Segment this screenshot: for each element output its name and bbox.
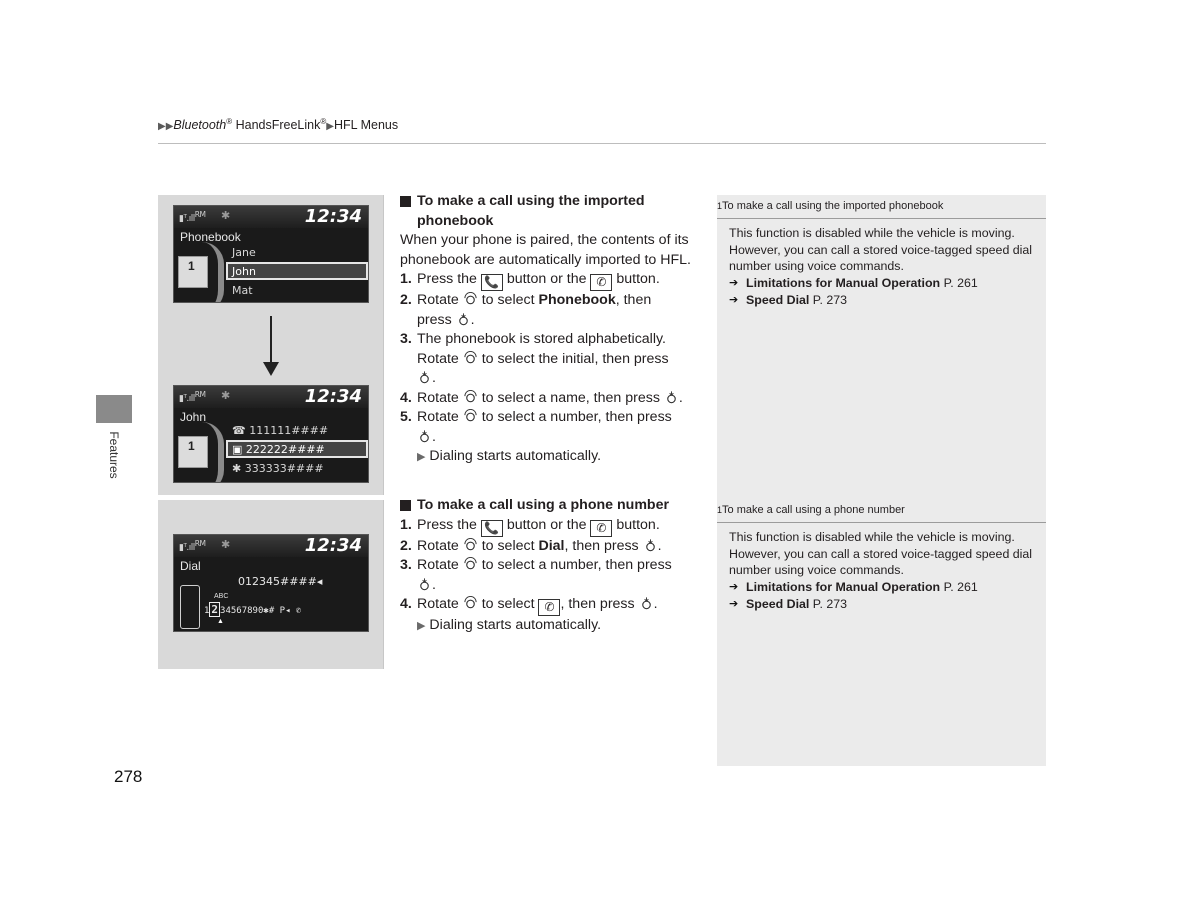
pickup-icon: ✆: [590, 520, 612, 537]
step-text: Rotate: [417, 409, 463, 425]
section-title-line: phonebook: [417, 212, 494, 229]
note-heading: [717, 196, 1046, 219]
section-imported-phonebook: [400, 192, 700, 468]
step-5: 5. Rotate to select a number, then press .: [400, 409, 672, 445]
step-number: 1.: [400, 271, 412, 287]
breadcrumb: [158, 117, 398, 132]
step-text: button.: [612, 516, 660, 533]
result-text: Dialing starts automatically.: [429, 617, 602, 633]
press-knob-icon: [417, 429, 432, 443]
step-text: to select the initial, then press: [477, 350, 669, 367]
bluetooth-icon: ✱: [221, 539, 231, 551]
step-4: 4. Rotate to select a name, then press .: [400, 389, 700, 409]
step-text: to select: [477, 596, 539, 612]
figure-panel-phonebook: [158, 195, 384, 495]
cross-reference-link[interactable]: [729, 596, 1034, 613]
step-text: Rotate: [417, 292, 463, 308]
rotate-knob-icon: [463, 390, 478, 404]
step-result: [400, 447, 700, 468]
display-screen-phonebook: [173, 205, 369, 303]
reference-title: Limitations for Manual Operation: [746, 580, 941, 595]
contact-item: Jane: [232, 246, 256, 259]
rotate-knob-icon: [463, 351, 478, 365]
menu-option: Dial: [538, 537, 565, 554]
flow-arrow-head: [263, 362, 279, 376]
reference-title: Limitations for Manual Operation: [746, 276, 941, 291]
roaming-tag: RM: [194, 539, 206, 548]
clock: 12:34: [304, 535, 362, 556]
note-index-icon: 1: [717, 505, 723, 515]
contact-item-selected: John: [226, 262, 368, 280]
note-text: This function is disabled while the vehicle is moving. However, you can call a stored voice-tagged speed dial number using voice commands.: [729, 529, 1033, 578]
step-1: [400, 516, 700, 537]
screen-title: John: [180, 410, 207, 424]
step-text: , then: [615, 292, 652, 308]
cross-reference-link[interactable]: [729, 292, 1034, 309]
section-phone-number: [400, 496, 700, 637]
keypad-letters: ABC: [214, 593, 229, 600]
section-title: To make a call using a phone number: [400, 496, 700, 516]
step-text: to select a name, then press: [477, 389, 664, 406]
clock: 12:34: [304, 386, 362, 407]
key-1: 1: [204, 606, 210, 616]
phone-handset-icon: 📞: [481, 520, 503, 537]
step-text: button or the: [502, 271, 591, 287]
step-text: button or the: [502, 516, 591, 533]
step-text: press: [417, 311, 456, 328]
note-imported-phonebook: [717, 196, 1046, 309]
step-number: 4.: [400, 389, 412, 406]
section-intro: When your phone is paired, the contents of its phonebook are automatically imported to HFL.: [400, 232, 692, 268]
step-number: 1.: [400, 516, 412, 533]
note-phone-number: [717, 500, 1046, 613]
press-knob-icon: [456, 312, 471, 326]
rotate-knob-icon: [463, 292, 478, 306]
rotate-knob-icon: [463, 557, 478, 571]
step-number: 4.: [400, 596, 412, 612]
step-text: Rotate: [417, 557, 463, 573]
note-heading: [717, 500, 1046, 523]
press-knob-icon: [417, 577, 432, 591]
figure-panel-dial: [158, 500, 384, 669]
step-2: 2. Rotate to select Dial, then press .: [400, 537, 700, 557]
step-text: button.: [612, 271, 660, 287]
pickup-icon: ✆: [538, 599, 560, 616]
chapter-tab-label: Features: [107, 431, 121, 479]
signal-bars: ▮ᵀ.ıll: [179, 543, 195, 553]
result-text: Dialing starts automatically.: [429, 448, 602, 464]
step-text: Press the: [417, 271, 481, 287]
rotate-knob-icon: [463, 596, 478, 610]
reference-page: P. 273: [809, 596, 848, 611]
reference-page: P. 273: [809, 292, 848, 307]
note-heading-text: To make a call using a phone number: [722, 504, 905, 516]
signal-bars: ▮ᵀ.ıll: [179, 394, 195, 404]
roaming-tag: RM: [194, 390, 206, 399]
reference-page: P. 261: [940, 276, 978, 291]
section-title-line: To make a call using the imported: [417, 193, 645, 209]
step-text: Rotate: [417, 596, 463, 612]
step-text: to select a number, then press: [477, 409, 672, 425]
step-text: The phonebook is stored alphabetically.: [417, 331, 666, 347]
clock: 12:34: [304, 206, 362, 227]
screen-title: Dial: [180, 559, 201, 573]
step-text: Rotate: [417, 350, 463, 367]
registered-mark: ®: [320, 117, 327, 126]
step-text: Press the: [417, 516, 481, 533]
step-1: [400, 270, 700, 291]
chapter-tab-marker: [96, 395, 132, 423]
phonebook-icon-number: 1: [188, 439, 195, 453]
step-number: 3.: [400, 331, 412, 347]
registered-mark: ®: [226, 117, 233, 126]
step-2: 2. Rotate to select Phonebook, then press .: [400, 292, 652, 328]
signal-icon: [179, 210, 205, 224]
breadcrumb-section: HFL Menus: [333, 118, 399, 133]
bluetooth-icon: ✱: [221, 390, 231, 402]
display-screen-contact: [173, 385, 369, 483]
step-text: Rotate: [417, 537, 463, 554]
press-knob-icon: [639, 596, 654, 610]
cross-reference-link[interactable]: [729, 275, 1034, 292]
mobile-phone-icon: [180, 585, 200, 629]
header-divider: [158, 143, 1046, 144]
breadcrumb-brand: Bluetooth: [173, 118, 227, 133]
press-knob-icon: [643, 538, 658, 552]
note-body: [717, 523, 1046, 613]
note-index-icon: 1: [717, 201, 723, 211]
pickup-icon: ✆: [590, 274, 612, 291]
reference-title: Speed Dial: [746, 596, 810, 611]
step-number: 2.: [400, 537, 412, 554]
signal-bars: ▮ᵀ.ıll: [179, 214, 195, 224]
press-knob-icon: [417, 370, 432, 384]
rotate-knob-icon: [463, 409, 478, 423]
signal-icon: [179, 390, 205, 404]
press-knob-icon: [664, 390, 679, 404]
display-screen-dial: [173, 534, 369, 632]
result-arrow-icon: ▶: [417, 620, 426, 632]
selection-marker: ▲: [217, 618, 224, 625]
breadcrumb-product: HandsFreeLink: [232, 118, 321, 133]
step-text: Rotate: [417, 389, 463, 406]
number-item-selected: ▣ 222222####: [226, 440, 368, 458]
number-item: ✱ 333333####: [232, 462, 324, 475]
note-heading-text: To make a call using the imported phonebook: [722, 200, 944, 212]
contact-item: Mat: [232, 284, 253, 297]
step-3: 3. Rotate to select a number, then press .: [400, 557, 672, 593]
step-text: to select a number, then press: [477, 557, 672, 573]
signal-icon: [179, 539, 205, 553]
bluetooth-icon: ✱: [221, 210, 231, 222]
note-text: This function is disabled while the vehicle is moving. However, you can call a stored voice-tagged speed dial number using voice commands.: [729, 225, 1033, 274]
reference-title: Speed Dial: [746, 292, 810, 307]
step-number: 3.: [400, 557, 412, 573]
step-result: [400, 616, 700, 637]
step-number: 5.: [400, 409, 412, 425]
dial-keypad: [204, 603, 301, 616]
breadcrumb-arrow: ▶: [326, 121, 334, 133]
step-3: 3. The phonebook is stored alphabetically. Rotate to select the initial, then press .: [400, 331, 669, 386]
phonebook-icon-number: 1: [188, 259, 195, 273]
keys-rest: 34567890✱# P◂ ✆: [220, 606, 302, 616]
step-text: , then press: [560, 596, 639, 612]
result-arrow-icon: ▶: [417, 451, 426, 463]
reference-page: P. 261: [940, 580, 978, 595]
screen-title: Phonebook: [180, 230, 241, 244]
section-title: [400, 192, 700, 231]
step-number: 2.: [400, 292, 412, 308]
step-4: 4. Rotate to select ✆ , then press .: [400, 596, 658, 614]
phonebook-icon: [178, 436, 208, 468]
menu-option: Phonebook: [538, 292, 616, 308]
phone-handset-icon: 📞: [481, 274, 503, 291]
step-text: , then press: [564, 537, 643, 554]
key-selected: 2: [211, 603, 219, 616]
phonebook-icon: [178, 256, 208, 288]
number-item: ☎ 111111####: [232, 424, 329, 437]
roaming-tag: RM: [194, 210, 206, 219]
cross-reference-link[interactable]: [729, 579, 1034, 596]
step-text: to select: [477, 292, 539, 308]
dial-number-input: 012345####◂: [238, 575, 323, 588]
page-number: 278: [114, 767, 143, 786]
breadcrumb-arrow: ▶▶: [158, 121, 174, 133]
note-body: [717, 219, 1046, 309]
step-text: to select: [477, 537, 539, 554]
rotate-knob-icon: [463, 538, 478, 552]
